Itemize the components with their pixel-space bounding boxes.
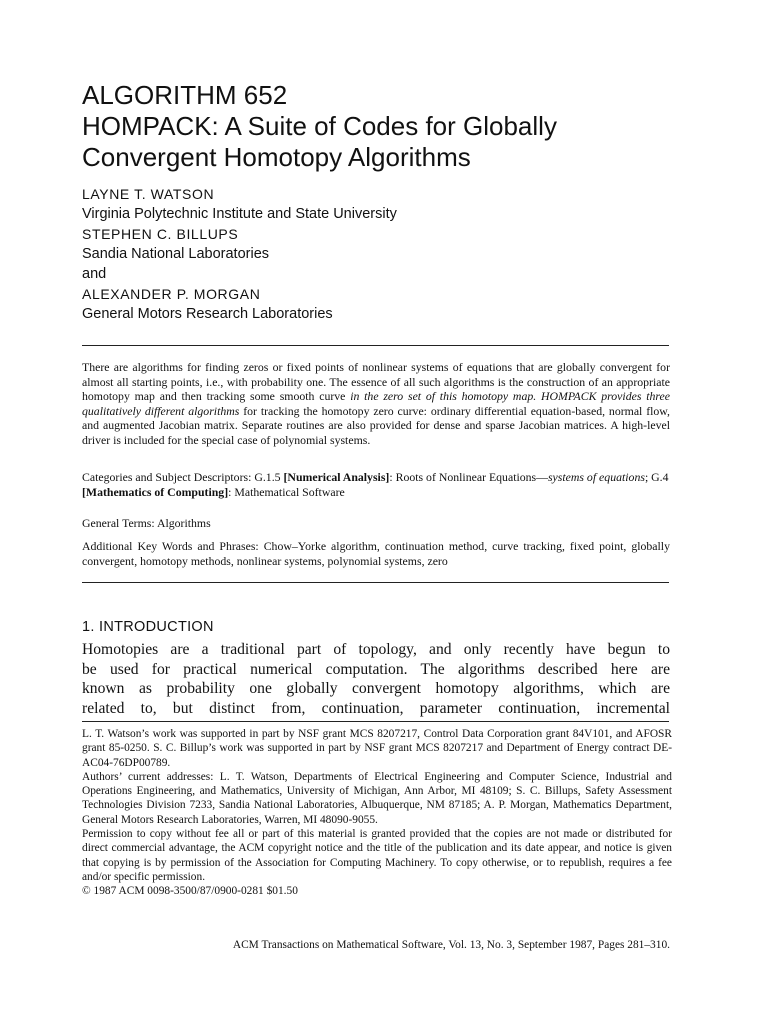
funding-note: L. T. Watson’s work was supported in part by NSF grant MCS 8207217, Control Data Corporation grant 84V101, and AFOSR grant 85-0250. S. C. Billup’s work was supported in part by NSF grant MCS 8207217 and Department of Energy contract DE-AC04-76DP00789. — [82, 728, 672, 769]
title-line-1: ALGORITHM 652 — [82, 80, 288, 110]
category-numerical-analysis: [Numerical Analysis] — [283, 470, 390, 484]
journal-citation: ACM Transactions on Mathematical Software, Vol. 13, No. 3, September 1987, Pages 281–310. — [232, 939, 670, 951]
category-mathematics-of-computing: [Mathematics of Computing] — [82, 485, 229, 499]
author-conjunction: and — [82, 266, 107, 282]
permission-note: Permission to copy without fee all or part of this material is granted provided that the copies are not made or distributed for direct commercial advantage, the ACM copyright notice and the title of the publication and its date appear, and notice is given that copying is by permission of the Association for Computing Machinery. To copy otherwise, or to republish, requires a fee and/or specific permission. — [82, 828, 672, 883]
author-affiliation: General Motors Research Laboratories — [82, 306, 333, 322]
author-name: LAYNE T. WATSON — [82, 186, 215, 202]
categories-italic: systems of equations — [547, 470, 645, 484]
bottom-divider — [82, 582, 669, 583]
author-block — [82, 184, 682, 324]
intro-line: Homotopies are a traditional part of topology, and only recently have begun to — [82, 641, 670, 658]
footnotes — [82, 727, 672, 899]
title-line-3: Convergent Homotopy Algorithms — [82, 142, 471, 172]
abstract-text: There are algorithms for finding zeros or fixed points of nonlinear systems of equations that are globally convergent for almost all starting points, i.e., with probability one. The essence of all such algorithms is the construction of an appropriate homotopy map and then tracking some smooth curve — [82, 360, 670, 404]
abstract — [82, 360, 670, 448]
introduction-body — [82, 640, 670, 718]
intro-line: known as probability one globally convergent homotopy algorithms, which are — [82, 680, 670, 698]
categories-descriptors — [82, 470, 670, 500]
categories-text: : Roots of Nonlinear Equations— — [389, 470, 548, 484]
footnote-divider — [82, 721, 669, 722]
author-addresses: Authors’ current addresses: L. T. Watson, Departments of Electrical Engineering and Computer Science, Industrial and Operations Engineering, and Mathematics, University of Michigan, Ann Arbor, MI 48109; S. C. Billups, Safety Assessment Technologies Division 7233, Sandia National Laboratories, Albuquerque, NM 87185; A. P. Morgan, Mathematics Department, General Motors Research Laboratories, Warren, MI 48090-9055. — [82, 770, 672, 826]
copyright-line: © 1987 ACM 0098-3500/87/0900-0281 $01.50 — [82, 885, 298, 898]
author-name: ALEXANDER P. MORGAN — [82, 286, 261, 302]
categories-text: ; G.4 — [644, 470, 669, 484]
categories-suffix: : Mathematical Software — [228, 485, 345, 499]
section-heading-introduction: 1. INTRODUCTION — [82, 619, 214, 635]
author-name: STEPHEN C. BILLUPS — [82, 226, 239, 242]
paper-title — [82, 80, 702, 173]
author-affiliation: Virginia Polytechnic Institute and State University — [82, 206, 397, 222]
abstract-text: for tracking the homotopy zero curve: ordinary differential equation-based, normal flow, and augmented Jacobian matrix. Separate routines are also provided for dense and sparse Jacobian matrices. A high-level driver is included for the special case of polynomial systems. — [82, 403, 671, 447]
intro-line: be used for practical numerical computation. The algorithms described here are — [82, 660, 670, 678]
additional-keywords: Additional Key Words and Phrases: Chow–Yorke algorithm, continuation method, curve tracking, fixed point, globally convergent, homotopy methods, nonlinear systems, polynomial systems, zero — [82, 539, 670, 568]
title-line-2: HOMPACK: A Suite of Codes for Globally — [82, 111, 557, 141]
general-terms: General Terms: Algorithms — [82, 516, 211, 530]
author-affiliation: Sandia National Laboratories — [82, 246, 270, 262]
intro-line: related to, but distinct from, continuation, parameter continuation, incremental — [82, 699, 670, 717]
abstract-italic-text: in the zero set of this homotopy map. HOMPACK provides three qualitatively different algorithms — [82, 389, 670, 418]
top-divider — [82, 345, 669, 346]
categories-prefix: Categories and Subject Descriptors: G.1.5 — [82, 470, 284, 484]
